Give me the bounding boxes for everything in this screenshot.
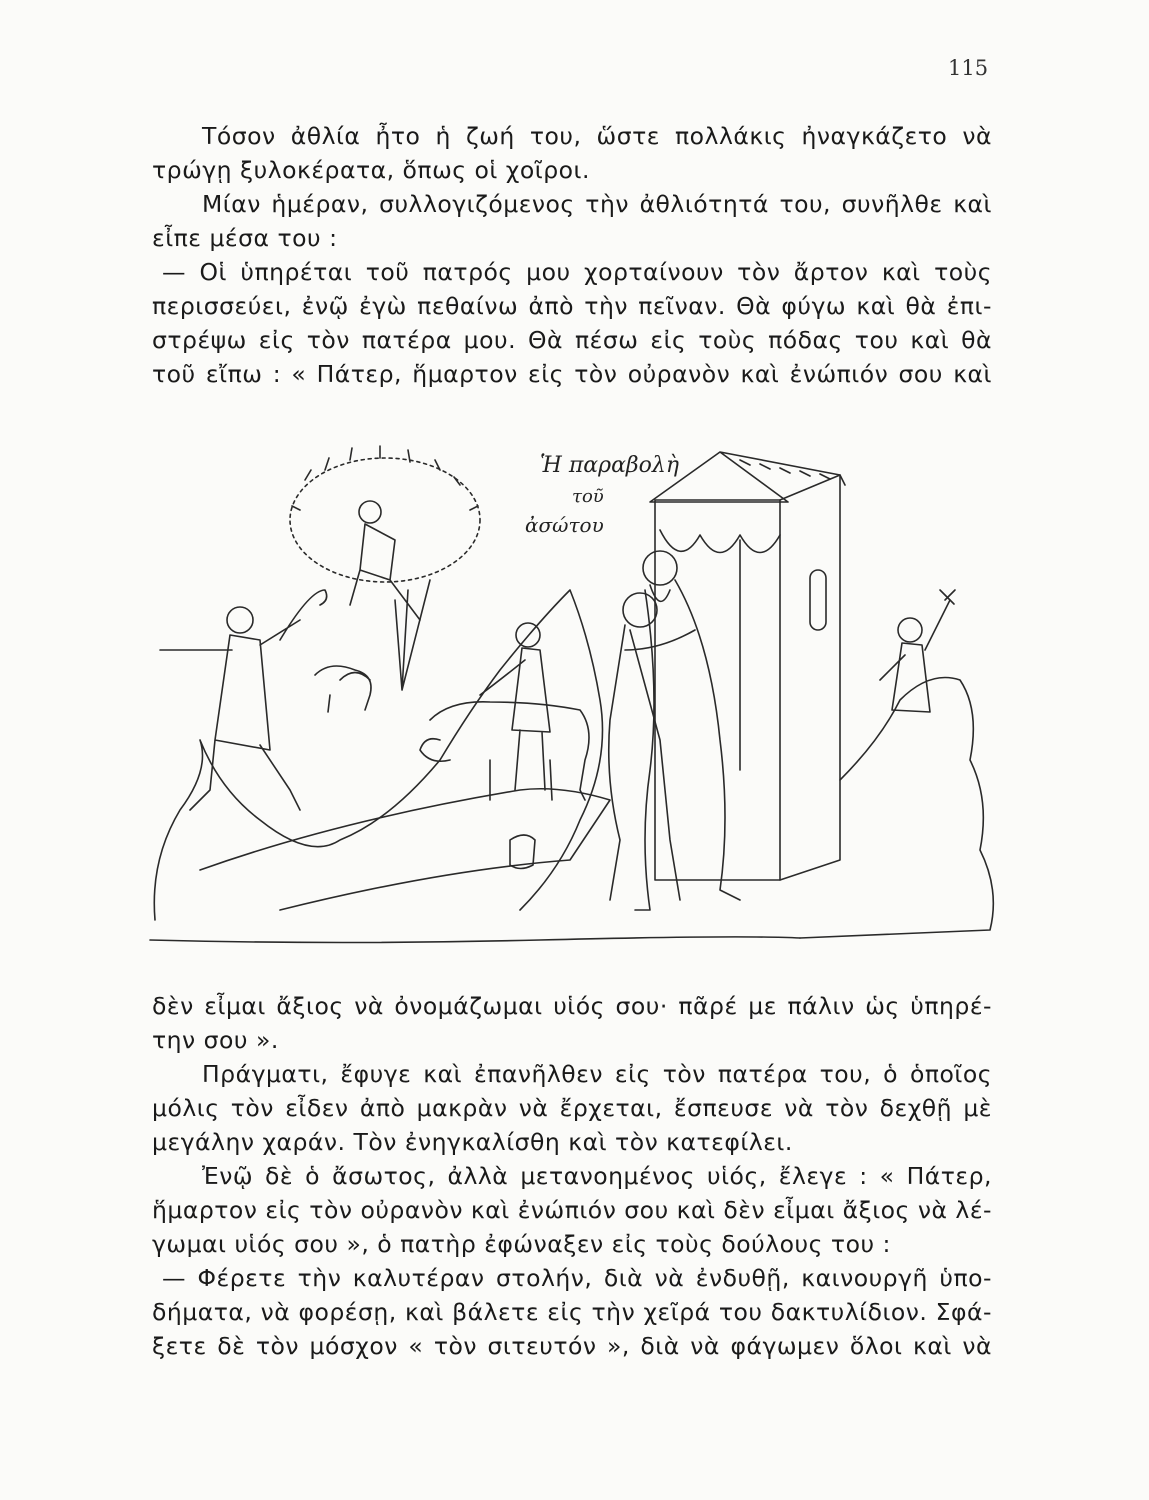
text-line: γωμαι υἱός σου », ὁ πατὴρ ἐφώναξεν εἰς τοὺς δούλους του : xyxy=(152,1230,891,1258)
house-window xyxy=(810,570,826,630)
page-number: 115 xyxy=(948,56,989,80)
shepherd-head xyxy=(227,607,253,633)
text-line: ξετε δὲ τὸν μόσχον « τὸν σιτευτόν », διὰ νὰ φάγωμεν ὅλοι καὶ νὰ xyxy=(152,1332,992,1360)
rock-left xyxy=(154,590,602,920)
house-roof xyxy=(650,452,845,502)
text-line: εἶπε μέσα του : xyxy=(152,224,338,252)
ground-line xyxy=(150,937,800,943)
son-body xyxy=(609,625,695,900)
tree-trunk xyxy=(395,580,430,690)
text-line: τοῦ εἴπω : « Πάτερ, ἥμαρτον εἰς τὸν οὐρανὸν καὶ ἐνώπιόν σου καὶ xyxy=(152,360,992,388)
prodigal-son-illustration xyxy=(140,440,1020,960)
text-line: — Φέρετε τὴν καλυτέραν στολήν, διὰ νὰ ἐνδυθῇ, καινουργῆ ὑπο- xyxy=(162,1264,992,1292)
text-line: τρώγῃ ξυλοκέρατα, ὅπως οἱ χοῖροι. xyxy=(152,156,590,184)
text-line: μεγάλην χαράν. Τὸν ἐνηγκαλίσθη καὶ τὸν κατεφίλει. xyxy=(152,1128,793,1156)
text-line: μόλις τὸν εἶδεν ἀπὸ μακρὰν νὰ ἔρχεται, ἔσπευσε νὰ τὸν δεχθῇ μὲ xyxy=(152,1094,992,1122)
text-line: ἥμαρτον εἰς τὸν οὐρανὸν καὶ ἐνώπιόν σου καὶ δὲν εἶμαι ἄξιος νὰ λέ- xyxy=(152,1196,992,1224)
text-line: Μίαν ἡμέραν, συλλογιζόμενος τὴν ἀθλιότητά του, συνῆλθε καὶ xyxy=(202,190,992,218)
axe xyxy=(940,590,955,604)
bottom-text-block xyxy=(152,990,992,1362)
tree-leaves xyxy=(292,446,478,510)
sheep xyxy=(315,666,371,712)
house-wall-side xyxy=(780,475,840,880)
father-robe xyxy=(635,580,740,910)
tree-foliage xyxy=(290,458,480,582)
text-line: — Οἱ ὑπηρέται τοῦ πατρός μου χορταίνουν τὸν ἄρτον καὶ τοὺς xyxy=(162,258,992,286)
rock-right xyxy=(800,678,993,939)
text-line: Τόσον ἀθλία ἦτο ἡ ζωή του, ὥστε πολλάκις ἠναγκάζετο νὰ xyxy=(202,122,992,150)
top-text-block xyxy=(152,120,992,390)
path xyxy=(200,789,610,910)
shepherd-body xyxy=(160,590,327,810)
boy-in-tree-head xyxy=(359,501,381,523)
father-head xyxy=(643,551,677,585)
boy-in-tree-body xyxy=(350,524,420,620)
text-line: την σου ». xyxy=(152,1026,279,1054)
text-line: δὲν εἶμαι ἄξιος νὰ ὀνομάζωμαι υἱός σου· πᾶρέ με πάλιν ὡς ὑπηρέ- xyxy=(152,992,992,1020)
illustration-caption-line3: ἀσώτου xyxy=(525,513,604,537)
illustration-caption-line1: Ἡ παραβολὴ xyxy=(540,453,680,478)
illustration-caption-line2: τοῦ xyxy=(572,486,604,507)
figure-right-head xyxy=(898,618,922,642)
son-head xyxy=(623,593,657,627)
text-line: Ἐνῷ δὲ ὁ ἄσωτος, ἀλλὰ μετανοημένος υἱός, ἔλεγε : « Πάτερ, xyxy=(202,1162,992,1190)
text-line: περισσεύει, ἐνῷ ἐγὼ πεθαίνω ἀπὸ τὴν πεῖναν. Θὰ φύγω καὶ θὰ ἐπι- xyxy=(152,292,992,320)
text-line: Πράγματι, ἔφυγε καὶ ἐπανῆλθεν εἰς τὸν πατέρα του, ὁ ὁποῖος xyxy=(202,1060,992,1088)
text-line: δήματα, νὰ φορέσῃ, καὶ βάλετε εἰς τὴν χεῖρά του δακτυλίδιον. Σφά- xyxy=(152,1298,992,1326)
text-line: στρέψω εἰς τὸν πατέρα μου. Θὰ πέσω εἰς τοὺς πόδας του καὶ θὰ xyxy=(152,326,992,354)
figure-right-body xyxy=(880,600,950,712)
